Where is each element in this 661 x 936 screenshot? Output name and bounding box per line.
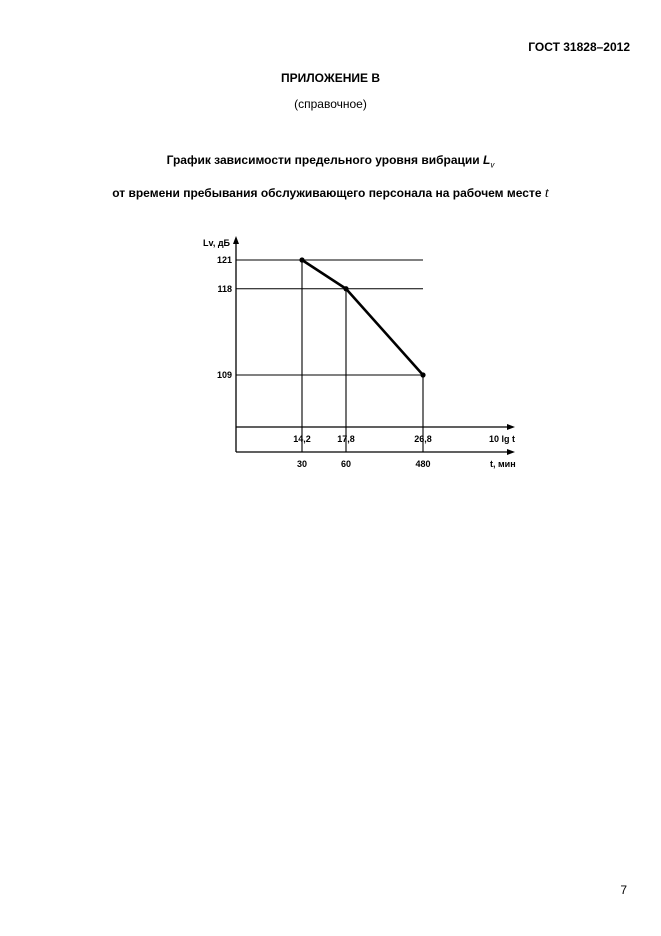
y-tick-label: 121 [216,255,232,265]
appendix-note: (справочное) [294,97,367,111]
x-time-axis-label: t, мин [490,459,516,469]
x-time-axis-arrow [507,449,515,455]
x-log-axis-arrow [507,424,515,430]
figure-title-symbol-sub: v [490,160,495,170]
x-time-tick-label: 30 [296,459,308,469]
figure-title-text-1: График зависимости предельного уровня вибрации [166,153,480,167]
figure-title-var: t [544,186,549,202]
x-log-tick-label: 17,8 [337,434,355,444]
chart-root [203,236,516,469]
x-time-tick-label: 480 [415,459,431,469]
x-log-tick-label: 26,8 [414,434,432,444]
y-tick-label: 118 [217,283,232,294]
data-point [299,257,304,262]
x-log-tick-label: 14,2 [293,434,311,444]
data-series-line [302,260,423,375]
y-tick-label: 109 [216,370,232,380]
data-point [343,286,348,291]
data-point [420,372,425,377]
x-log-axis-label: 10 lg t [489,434,516,444]
x-time-tick-label: 60 [340,459,352,469]
y-axis-label: Lv, дБ [203,238,231,248]
document-code: ГОСТ 31828–2012 [528,40,630,54]
page-number: 7 [620,883,627,897]
figure-title-text-2: от времени пребывания обслуживающего персонала на рабочем месте [112,186,542,201]
y-axis-arrow [233,236,239,244]
figure-title-symbol: L [483,153,491,167]
appendix-title: ПРИЛОЖЕНИЕ В [281,71,380,85]
